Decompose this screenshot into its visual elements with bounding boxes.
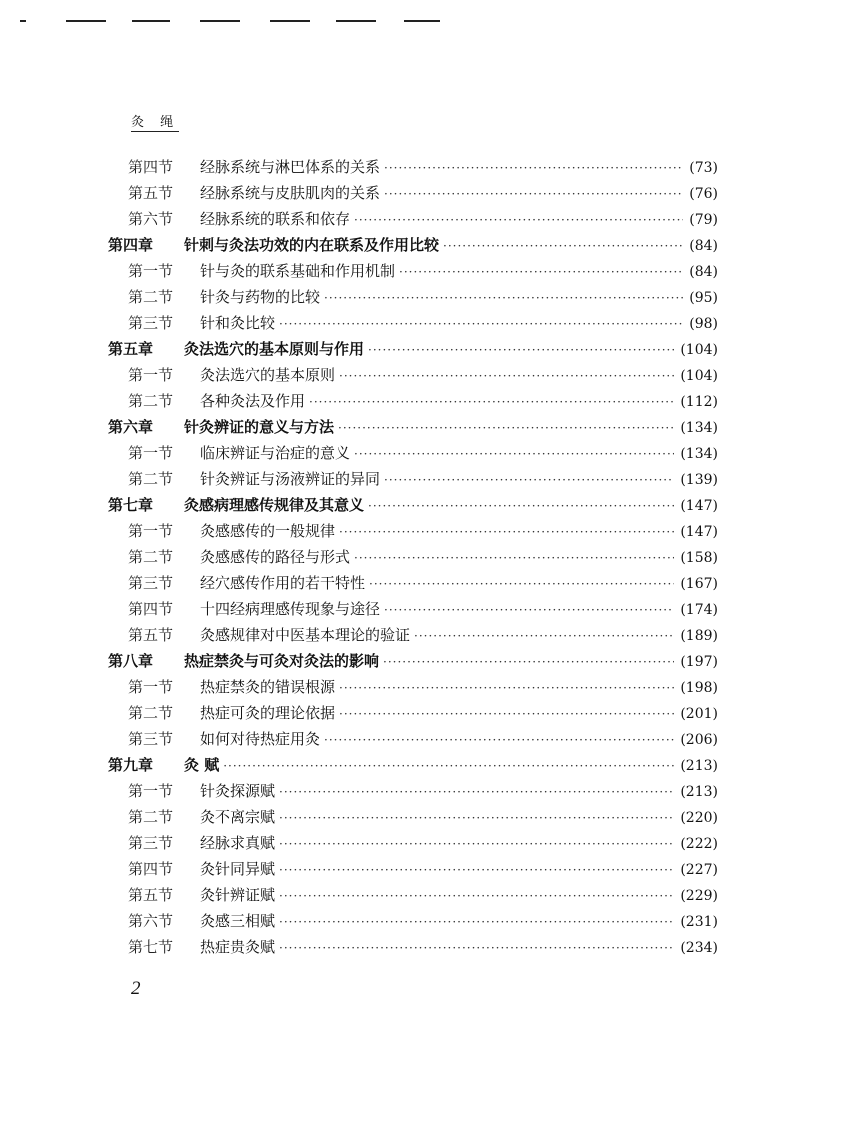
- toc-entry-page: (147): [680, 498, 718, 514]
- toc-entry-page: (213): [680, 758, 718, 774]
- toc-section-row[interactable]: [108, 520, 718, 546]
- toc-entry-title: 灸针同异赋: [200, 860, 276, 878]
- leader-dots: [383, 655, 674, 669]
- toc-entry-title: 灸法选穴的基本原则: [200, 366, 336, 384]
- toc-entry-page: (174): [680, 602, 718, 618]
- toc-section-row[interactable]: [108, 884, 718, 910]
- toc-entry-page: (73): [689, 160, 718, 176]
- toc-entry-number: 第五节: [128, 184, 174, 202]
- top-rule-dashes: [20, 20, 440, 30]
- leader-dots: [338, 421, 674, 435]
- toc-entry-title: 灸感三相赋: [200, 912, 276, 930]
- toc-section-row[interactable]: [108, 598, 718, 624]
- toc-entry-page: (98): [689, 316, 718, 332]
- leader-dots: [279, 785, 674, 799]
- leader-dots: [368, 343, 674, 357]
- toc-entry-title: 针灸探源赋: [200, 782, 276, 800]
- toc-entry-page: (134): [680, 420, 718, 436]
- toc-entry-number: 第一节: [128, 782, 174, 800]
- toc-section-row[interactable]: [108, 156, 718, 182]
- leader-dots: [279, 811, 674, 825]
- toc-section-row[interactable]: [108, 910, 718, 936]
- toc-entry-title: 各种灸法及作用: [200, 392, 306, 410]
- toc-entry-page: (234): [680, 940, 718, 956]
- toc-entry-number: 第九章: [108, 756, 154, 774]
- toc-section-row[interactable]: [108, 858, 718, 884]
- toc-chapter-row[interactable]: [108, 416, 718, 442]
- leader-dots: [223, 759, 674, 773]
- leader-dots: [354, 213, 683, 227]
- toc-entry-title: 灸法选穴的基本原则与作用: [184, 340, 365, 358]
- toc-entry-number: 第七节: [128, 938, 174, 956]
- toc-section-row[interactable]: [108, 260, 718, 286]
- toc-entry-number: 第三节: [128, 834, 174, 852]
- toc-entry-title: 灸感感传的一般规律: [200, 522, 336, 540]
- toc-entry-number: 第五节: [128, 886, 174, 904]
- toc-section-row[interactable]: [108, 182, 718, 208]
- toc-entry-page: (198): [680, 680, 718, 696]
- running-header: 灸 绳: [131, 111, 179, 132]
- toc-entry-title: 经脉系统与皮肤肌肉的关系: [200, 184, 381, 202]
- toc-section-row[interactable]: [108, 728, 718, 754]
- toc-entry-title: 针与灸的联系基础和作用机制: [200, 262, 396, 280]
- leader-dots: [368, 499, 674, 513]
- toc-entry-title: 针灸辨证与汤液辨证的异同: [200, 470, 381, 488]
- toc-entry-number: 第二节: [128, 470, 174, 488]
- toc-entry-number: 第六节: [128, 210, 174, 228]
- toc-entry-number: 第二节: [128, 808, 174, 826]
- toc-entry-title: 热症禁灸的错误根源: [200, 678, 336, 696]
- toc-entry-title: 针灸与药物的比较: [200, 288, 321, 306]
- toc-entry-title: 经脉系统与淋巴体系的关系: [200, 158, 381, 176]
- toc-entry-page: (206): [680, 732, 718, 748]
- toc-section-row[interactable]: [108, 286, 718, 312]
- toc-entry-title: 灸感病理感传规律及其意义: [184, 496, 365, 514]
- toc-entry-page: (220): [680, 810, 718, 826]
- leader-dots: [339, 525, 674, 539]
- toc-entry-title: 灸针辨证赋: [200, 886, 276, 904]
- toc-entry-title: 热症禁灸与可灸对灸法的影响: [184, 652, 380, 670]
- toc-entry-page: (95): [689, 290, 718, 306]
- leader-dots: [384, 161, 683, 175]
- leader-dots: [279, 317, 683, 331]
- toc-section-row[interactable]: [108, 780, 718, 806]
- toc-entry-page: (84): [689, 264, 718, 280]
- toc-entry-number: 第四章: [108, 236, 154, 254]
- toc-entry-page: (213): [680, 784, 718, 800]
- toc-entry-number: 第二节: [128, 288, 174, 306]
- toc-entry-page: (229): [680, 888, 718, 904]
- toc-entry-title: 灸不离宗赋: [200, 808, 276, 826]
- leader-dots: [339, 369, 674, 383]
- toc-entry-page: (112): [680, 394, 718, 410]
- leader-dots: [339, 707, 674, 721]
- toc-chapter-row[interactable]: [108, 494, 718, 520]
- toc-entry-number: 第三节: [128, 730, 174, 748]
- toc-entry-page: (231): [680, 914, 718, 930]
- leader-dots: [443, 239, 683, 253]
- toc-entry-number: 第一节: [128, 522, 174, 540]
- toc-section-row[interactable]: [108, 390, 718, 416]
- toc-entry-number: 第二节: [128, 392, 174, 410]
- page-number: 2: [131, 978, 141, 999]
- toc-entry-number: 第五章: [108, 340, 154, 358]
- toc-section-row[interactable]: [108, 364, 718, 390]
- toc-section-row[interactable]: [108, 806, 718, 832]
- toc-chapter-row[interactable]: [108, 754, 718, 780]
- toc-entry-page: (167): [680, 576, 718, 592]
- leader-dots: [309, 395, 674, 409]
- toc-entry-title: 灸 赋: [184, 756, 220, 774]
- toc-entry-title: 灸感规律对中医基本理论的验证: [200, 626, 411, 644]
- leader-dots: [324, 291, 683, 305]
- toc-chapter-row[interactable]: [108, 338, 718, 364]
- leader-dots: [279, 889, 674, 903]
- toc-section-row[interactable]: [108, 546, 718, 572]
- toc-entry-page: (201): [680, 706, 718, 722]
- toc-entry-page: (84): [689, 238, 718, 254]
- toc-entry-page: (158): [680, 550, 718, 566]
- toc-entry-title: 针和灸比较: [200, 314, 276, 332]
- toc-entry-number: 第一节: [128, 366, 174, 384]
- leader-dots: [354, 447, 674, 461]
- leader-dots: [384, 603, 674, 617]
- leader-dots: [369, 577, 674, 591]
- toc-entry-page: (189): [680, 628, 718, 644]
- toc-entry-title: 热症贵灸赋: [200, 938, 276, 956]
- toc-entry-page: (139): [680, 472, 718, 488]
- leader-dots: [324, 733, 674, 747]
- toc-entry-title: 如何对待热症用灸: [200, 730, 321, 748]
- leader-dots: [354, 551, 674, 565]
- toc-entry-title: 热症可灸的理论依据: [200, 704, 336, 722]
- toc-section-row[interactable]: [108, 312, 718, 338]
- toc-section-row[interactable]: [108, 208, 718, 234]
- leader-dots: [384, 473, 674, 487]
- toc-entry-number: 第三节: [128, 314, 174, 332]
- toc-entry-page: (147): [680, 524, 718, 540]
- leader-dots: [414, 629, 674, 643]
- toc-entry-title: 针刺与灸法功效的内在联系及作用比较: [184, 236, 440, 254]
- leader-dots: [279, 941, 674, 955]
- toc-entry-number: 第二节: [128, 704, 174, 722]
- toc-entry-title: 临床辨证与治症的意义: [200, 444, 351, 462]
- toc-entry-title: 灸感感传的路径与形式: [200, 548, 351, 566]
- toc-section-row[interactable]: [108, 572, 718, 598]
- leader-dots: [279, 863, 674, 877]
- toc-entry-title: 针灸辨证的意义与方法: [184, 418, 335, 436]
- leader-dots: [399, 265, 683, 279]
- leader-dots: [279, 837, 674, 851]
- toc-section-row[interactable]: [108, 702, 718, 728]
- toc-entry-number: 第六节: [128, 912, 174, 930]
- toc-entry-title: 经脉系统的联系和依存: [200, 210, 351, 228]
- toc-entry-page: (79): [689, 212, 718, 228]
- toc-entry-page: (227): [680, 862, 718, 878]
- toc-section-row[interactable]: [108, 624, 718, 650]
- toc-entry-number: 第四节: [128, 600, 174, 618]
- toc-section-row[interactable]: [108, 832, 718, 858]
- toc-entry-page: (104): [680, 368, 718, 384]
- toc-entry-title: 十四经病理感传现象与途径: [200, 600, 381, 618]
- toc-entry-number: 第一节: [128, 678, 174, 696]
- toc-entry-title: 经穴感传作用的若干特性: [200, 574, 366, 592]
- toc-entry-number: 第二节: [128, 548, 174, 566]
- toc-entry-page: (197): [680, 654, 718, 670]
- leader-dots: [339, 681, 674, 695]
- toc-section-row[interactable]: [108, 442, 718, 468]
- toc-entry-page: (76): [689, 186, 718, 202]
- toc-entry-number: 第八章: [108, 652, 154, 670]
- toc-entry-page: (134): [680, 446, 718, 462]
- toc-section-row[interactable]: [108, 676, 718, 702]
- toc-chapter-row[interactable]: [108, 234, 718, 260]
- toc-entry-number: 第四节: [128, 860, 174, 878]
- toc-entry-title: 经脉求真赋: [200, 834, 276, 852]
- leader-dots: [279, 915, 674, 929]
- table-of-contents: [108, 156, 718, 962]
- toc-chapter-row[interactable]: [108, 650, 718, 676]
- toc-entry-number: 第三节: [128, 574, 174, 592]
- toc-entry-page: (222): [680, 836, 718, 852]
- toc-entry-number: 第六章: [108, 418, 154, 436]
- toc-section-row[interactable]: [108, 468, 718, 494]
- toc-entry-number: 第七章: [108, 496, 154, 514]
- toc-section-row[interactable]: [108, 936, 718, 962]
- toc-entry-number: 第一节: [128, 444, 174, 462]
- toc-entry-number: 第一节: [128, 262, 174, 280]
- toc-entry-number: 第四节: [128, 158, 174, 176]
- leader-dots: [384, 187, 683, 201]
- toc-entry-number: 第五节: [128, 626, 174, 644]
- toc-entry-page: (104): [680, 342, 718, 358]
